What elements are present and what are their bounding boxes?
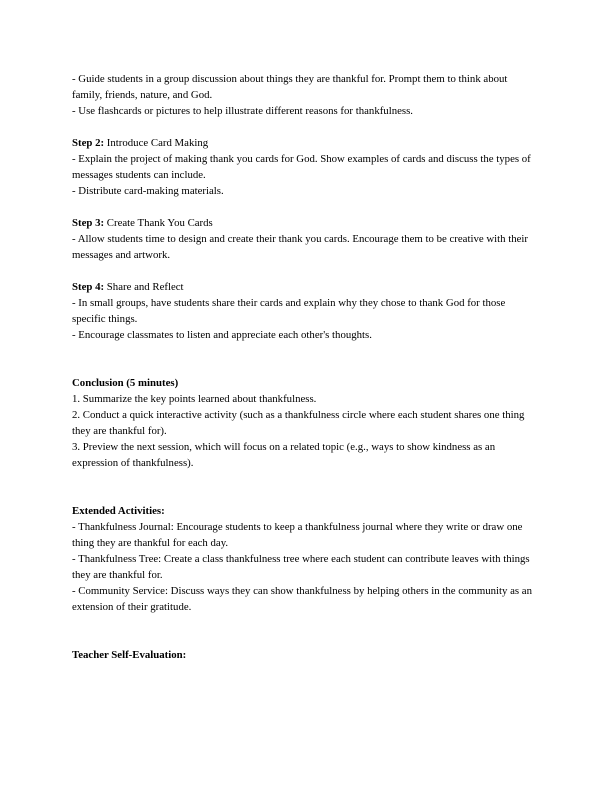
- conclusion-heading: Conclusion (5 minutes): [72, 377, 179, 389]
- step-line: - Allow students time to design and create their thank you cards. Encourage them to be creative with their messages and artwork.: [72, 233, 529, 261]
- step-label: Step 2:: [72, 137, 105, 149]
- self-evaluation-heading: Teacher Self-Evaluation:: [72, 649, 187, 661]
- intro-section: [72, 71, 540, 119]
- step-line: - Encourage classmates to listen and appreciate each other's thoughts.: [72, 329, 372, 341]
- step-3-heading: [72, 215, 540, 231]
- extended-activities-section: [72, 503, 540, 615]
- step-4-section: [72, 279, 540, 343]
- step-2-section: [72, 135, 540, 199]
- conclusion-section: [72, 375, 540, 471]
- extended-activity-line: - Thankfulness Journal: Encourage students to keep a thankfulness journal where they write or draw one thing they are thankful for each day.: [72, 521, 523, 549]
- step-2-heading: [72, 135, 540, 151]
- step-line: - In small groups, have students share their cards and explain why they chose to thank God for those specific things.: [72, 297, 506, 325]
- extended-activity-line: - Thankfulness Tree: Create a class thankfulness tree where each student can contribute leaves with things they are thankful for.: [72, 553, 530, 581]
- step-label: Step 3:: [72, 217, 105, 229]
- conclusion-line: 2. Conduct a quick interactive activity (such as a thankfulness circle where each student shares one thing they are thankful for).: [72, 409, 525, 437]
- conclusion-line: 1. Summarize the key points learned about thankfulness.: [72, 393, 317, 405]
- conclusion-line: 3. Preview the next session, which will focus on a related topic (e.g., ways to show kindness as an expression of thankfulness).: [72, 441, 496, 469]
- intro-line: - Guide students in a group discussion about things they are thankful for. Prompt them to think about family, friends, nature, and God.: [72, 73, 508, 101]
- step-title: Introduce Card Making: [106, 137, 209, 149]
- step-4-heading: [72, 279, 540, 295]
- intro-line: - Use flashcards or pictures to help illustrate different reasons for thankfulness.: [72, 105, 413, 117]
- step-title: Create Thank You Cards: [106, 217, 213, 229]
- step-label: Step 4:: [72, 281, 105, 293]
- step-3-section: [72, 215, 540, 263]
- step-line: - Explain the project of making thank you cards for God. Show examples of cards and discuss the types of messages students can include.: [72, 153, 531, 181]
- self-evaluation-section: [72, 647, 540, 663]
- extended-activities-heading: Extended Activities:: [72, 505, 165, 517]
- extended-activity-line: - Community Service: Discuss ways they can show thankfulness by helping others in the community as an extension of their gratitude.: [72, 585, 532, 613]
- step-line: - Distribute card-making materials.: [72, 185, 224, 197]
- step-title: Share and Reflect: [106, 281, 184, 293]
